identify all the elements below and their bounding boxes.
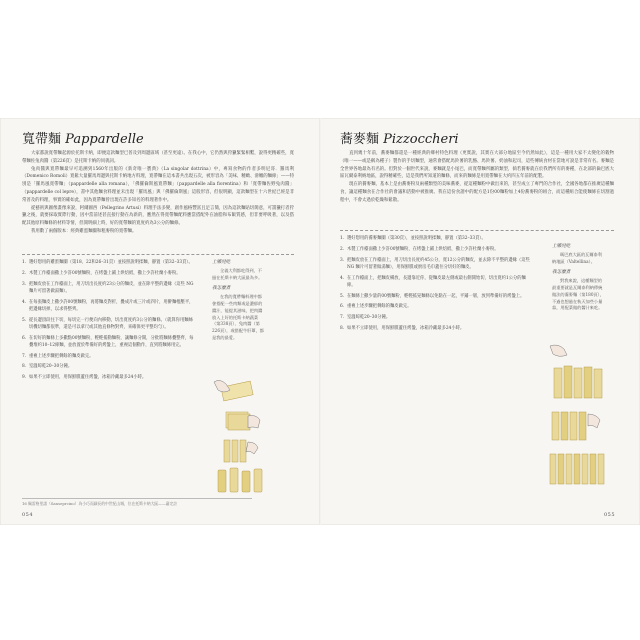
pizzoccheri-illustration: [546, 342, 616, 512]
book-spread: [0, 118, 640, 525]
left-title-it: Pappardelle: [65, 132, 144, 147]
step-item: 1. 選好想用的蕎麥麵團（第30頁），並按照說明揉麵，靜置（第32–33頁）。: [340, 236, 486, 241]
left-intro: [22, 150, 294, 236]
right-page: [320, 118, 640, 525]
cut-strips-illustration: [224, 440, 258, 462]
intro-paragraph: 直到幾十年前，蕎麥麵都還是一種經典的鄉村特色料理（更實說，其實在大部分地區至今仍然如此），這是一種用大家不太變化的穀物（唯一——或是稱為種子）製作的手切麵型，通常會搭配馬鈴薯的乳酪、馬鈴薯、奶油和起司，這些傳統食材在當地可說是非常有名。麥麵是全世界各地最為有名的。但對於一個世代來說，麥麵就是小尾巴，而寬帶麵所屬的類型，倘若蕎麥就在於我們所有的麥種，在北部的倫巴底大區瓦爾泰利納地區，說得精確些，這是我們所知道的麵條，而來的麵條是用寬帶麵在大約四五年前的配製。: [340, 151, 614, 180]
step-item: 6. 重複上述步驟把剩餘的麵皮做完。: [340, 304, 412, 310]
step-item: 4. 在工作檯面上，把麵皮橫放，長邊靠近你，從麵皮最左側或最右側開始切，切出寬約1公分的麵條。: [340, 275, 526, 288]
step-item: 8. 室溫晾乾20–30分鐘。: [22, 364, 73, 370]
sidebar-heading: 我怎麼煮: [212, 286, 231, 292]
step-item: 1. 選好想用的雞蛋麵團（第18、22和26–31頁）並按照說明揉麵，靜置（第32–33頁）。: [22, 260, 193, 265]
left-sidebar: [212, 260, 264, 347]
left-page: [0, 118, 320, 525]
sidebar-heading: 上哪兒吃: [552, 244, 571, 249]
right-steps-list: [340, 235, 530, 336]
left-divider: [22, 254, 294, 255]
sidebar-text: 對我來說，這種麵型的最重要就是瓦爾泰利納傳統做法的蕎麥麵（第180頁），不過也想過在秋天加些小量蒜，用配菜做的醬汁來吃。: [552, 278, 604, 311]
right-divider: [340, 230, 614, 231]
intro-paragraph: 我用數了兩個版本：經典雞蛋麵團和粗麥粉的寬帶麵。: [31, 228, 137, 234]
step-item: 4. 在每張麵皮上撒少許00號麵粉，再將麵皮對折，疊成片或三片或四片，用擀麵棍壓平，把邊緣切掉，以求得整齊。: [22, 299, 194, 312]
strips-illustration: [550, 454, 604, 484]
folded-dough-illustration: [226, 412, 260, 430]
left-footnote: 16 佩雷格里諾（Sanseprcino）為小巧而細長的中世紀山城，位在托斯卡納大區——審定註: [22, 498, 252, 507]
step-item: 2. 木製工作檯面撒上少許00號麵粉，在烤盤上鋪上烘焙紙，撒上少許杜蘭小麥粉。: [340, 246, 499, 252]
right-page-number: 055: [604, 512, 616, 518]
sidebar-heading: 上哪兒吃: [212, 260, 231, 265]
step-item: 3. 把麵皮放在工作檯面上，用刀切出長度約45公分，寬12公分的麵皮，並去除不平整的邊緣（這些 NG 麵片可留著做湯麵），用保鮮膜或廚房毛巾蓋住分切好的麵皮。: [340, 257, 530, 270]
hand-rolling-illustration: [214, 380, 253, 401]
sidebar-text: 瑪巴底大區的瓦爾泰利納地區（Valtellina）。: [552, 251, 602, 264]
intro-paragraph: 現在的蕎麥麵，基本上是由蕎麥粉及兩種類型的美味蕎麥，從這種麵粉中做出來的，甚至成立了專門的合作社，全國各地都在推廣這種麵食，讓這種麵食在合作社的會議和活動中被推廣。我在這份食譜中的配方是1份00麵粉加上4份蕎麥粉的組合，而這種組合能使麵條在切割過程中，不會太過於乾燥和鬆散。: [340, 182, 614, 203]
step-item: 5. 從長邊頂段往下切，每切完一行便向內移動，切出寬度約3公分的麵條。（就算你用麵絲切機切麵都很準，還是可以拿尺或其他直條物對齊，來確保更平整均勻）。: [22, 317, 193, 330]
nests-illustration: [218, 468, 262, 492]
intro-paragraph: 從藝術與圖像畫像來說，阿爾圖西（Pellegrino Artusi）料理手法多變，創作風格豐富且足言簡，因為這款麵貼切簡意，可謂獵打者狩獵之後，就要採取實際行動，因中當前述甚直接行動在為新的，應然在得寬帶麵配料應當搭配外在油脂和布飯質感，但非要呼吸著，以及搭配其他原料麵條的材料等情，但開明細上時，好的寬帶麵的寬度約為3公分的麵條。: [22, 205, 294, 227]
right-title-zh: 蕎麥麵: [340, 132, 380, 147]
left-page-number: 054: [22, 512, 34, 518]
left-title-zh: 寬帶麵: [22, 132, 62, 147]
left-page-title: [22, 128, 144, 147]
right-intro: [340, 150, 614, 205]
step-item: 5. 在麵條上撒少量的00號麵粉，輕輕搖晃麵條以免黏在一起，平鋪一層，放到準備好的烤盤上。: [340, 293, 525, 299]
step-item: 7. 重複上述步驟把剩餘的麵皮做完。: [22, 353, 94, 359]
step-item: 6. 在切好的麵條上多撒點00號麵粉，輕輕搖動麵粉，讓麵條分開，分批將麵條疊整齊，每疊堆約10–12條麵，並放置於準備好的烤盤上，重複這個動作，直到將麵條用完。: [22, 335, 194, 348]
step-item: 2. 木製工作檯面撒上少許00號麵粉，在烤盤上鋪上烘焙紙，撒上少許杜蘭小麥粉。: [22, 270, 181, 276]
right-page-title: [340, 128, 459, 147]
intro-paragraph: 兔肉醬與寬帶麵最早可追溯到1560年出版的《新奇唯一寶典》（La singolar dottrina）中，專寫食物的作者多明尼哥．羅馬利（Domenico Romoli）寬鬆大量羅馬周邊與托斯卡納地方料理，寬帶麵在這本書共出現五次，被形容為「美味、精緻、滑嫩的麵條」——特別是「羅馬風寬帶麵」（pappardelle alla romana），「佛羅倫斯風寬帶麵」（pappardelle alla fiorentina）和「寬帶麵佐野兔肉醬」（pappardelle col lepre），書中其他麵食料理並未出現「羅馬風」與「佛羅倫斯風」這般形容，但很明顯，這款麵型在十六世紀已經是非常普及的料理，事實的確如此，因為寬帶麵曾出現在許多知名的料理著作中。: [22, 166, 294, 203]
pappardelle-illustration: [210, 376, 272, 496]
step-item: 9. 如果不立即使用，用保鮮膜蓋住烤盤，冰箱冷藏最多24小時。: [22, 375, 147, 381]
step-item: 8. 如果不立即使用，用保鮮膜蓋住烤盤，冰箱冷藏最多24小時。: [340, 325, 465, 331]
cutting-illustration: [552, 412, 600, 440]
folded-sheet-illustration: [554, 366, 602, 398]
step-item: 7. 室溫晾乾20–30分鐘。: [340, 315, 391, 321]
right-sidebar: [552, 244, 604, 317]
sidebar-heading: 我怎麼煮: [552, 270, 571, 276]
sidebar-text: 全義大利都吃得到，不過在托斯卡納大區最為多。: [212, 267, 263, 280]
left-steps-list: [22, 259, 194, 385]
sidebar-text: 在我的寬帶麵料理中都會搭配一些肉類或是濃郁的醬汁，能提其滋味，把肉醬放入上好的托斯卡納蔬菜（第338頁）、兔肉醬（第226頁），或搭配牛肝蕈，都是我的最愛。: [212, 294, 264, 340]
rolling-pin-illustration: [550, 345, 567, 356]
right-title-it: Pizzoccheri: [383, 132, 459, 147]
step-item: 3. 把麵皮放在工作檯面上，用刀切出長度約23公分的麵皮，並在除平整的邊緣（這些 NG 麵片可留著做湯麵）。: [22, 281, 194, 294]
intro-paragraph: 大家都說寬帶麵起源於托斯卡納，即便這款麵型已普及到周邊區域（甚至更遠）。在我心中，它仍然與狩獵緊緊相繫，說得更精確些，寬帶麵佐兔肉醬（第226頁）是托斯卡納的同義詞。: [22, 151, 294, 164]
